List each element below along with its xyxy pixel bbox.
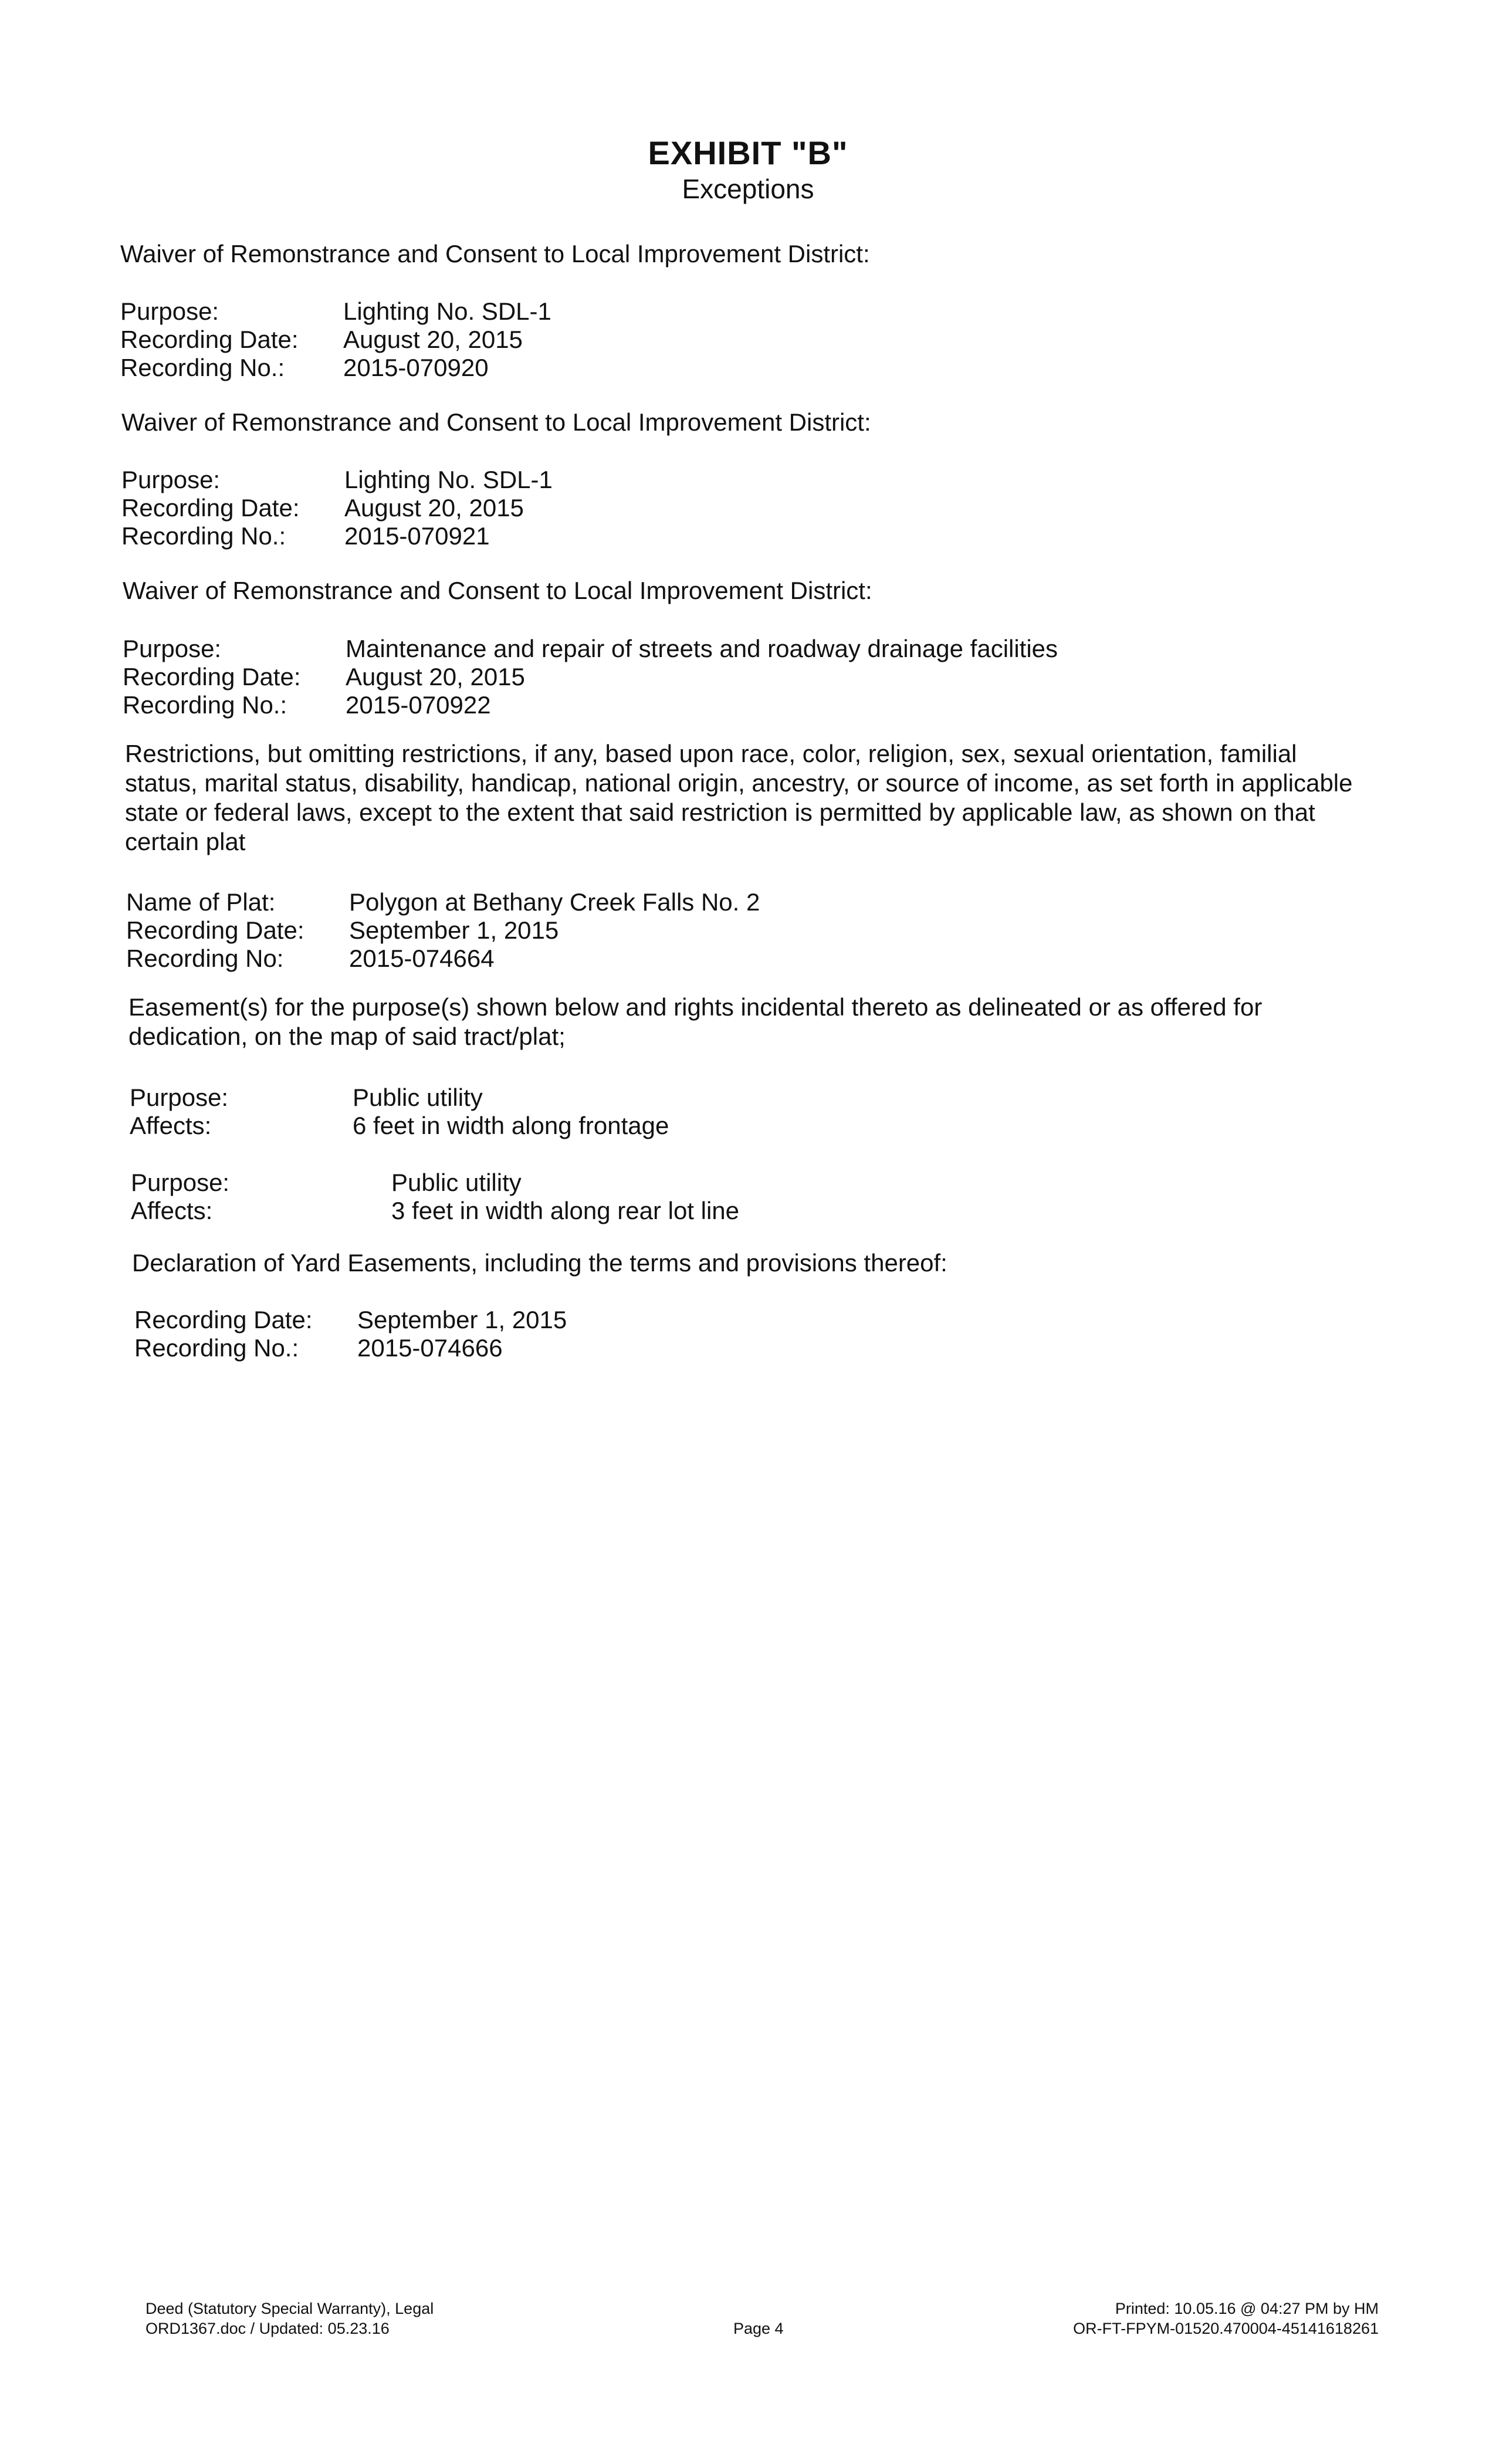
field-value: Lighting No. SDL-1 [343, 297, 551, 325]
field-value: 2015-070920 [343, 354, 489, 381]
section-4-field-recording-date [126, 916, 559, 945]
footer-order-id: OR-FT-FPYM-01520.470004-45141618261 [1073, 2320, 1379, 2337]
field-value: September 1, 2015 [349, 916, 559, 944]
field-value: Public utility [391, 1169, 522, 1196]
field-label: Affects: [131, 1197, 213, 1224]
section-3-heading: Waiver of Remonstrance and Consent to Local Improvement District: [123, 577, 872, 604]
section-2-field-purpose [121, 466, 553, 494]
footer-printed: Printed: 10.05.16 @ 04:27 PM by HM [1115, 2300, 1379, 2317]
field-label: Purpose: [130, 1084, 229, 1111]
field-label: Recording No.: [121, 522, 286, 550]
section-6-field-recording-no [134, 1334, 503, 1362]
field-value: 2015-070921 [344, 522, 490, 550]
section-2-heading: Waiver of Remonstrance and Consent to Local Improvement District: [121, 408, 871, 436]
section-6-field-recording-date [134, 1306, 567, 1334]
footer-doc-type: Deed (Statutory Special Warranty), Legal [145, 2300, 434, 2317]
section-5-field-purpose [130, 1084, 483, 1112]
section-1-field-recording-date [120, 326, 523, 354]
field-label: Purpose: [131, 1169, 230, 1196]
field-label: Purpose: [121, 466, 221, 493]
section-4-field-recording-no [126, 945, 495, 973]
footer-left [145, 2299, 434, 2338]
field-label: Recording No.: [134, 1334, 299, 1362]
section-2-field-recording-date [121, 494, 524, 522]
footer-doc-file: ORD1367.doc / Updated: 05.23.16 [145, 2320, 390, 2337]
field-value: 3 feet in width along rear lot line [391, 1197, 740, 1224]
section-3-field-recording-no [123, 691, 491, 719]
field-label: Recording No.: [120, 354, 285, 381]
section-3-field-purpose [123, 635, 1058, 663]
section-2-field-recording-no [121, 522, 490, 550]
exhibit-subtitle: Exceptions [682, 174, 814, 204]
field-value: August 20, 2015 [344, 494, 524, 522]
field-label: Recording Date: [126, 916, 304, 944]
section-4-restrictions-paragraph: Restrictions, but omitting restrictions, if any, based upon race, color, religion, sex, sexual orientation, familial status, marital status, disability, handicap, national origin, ancestry, or source of income, as set forth in applicable state or federal laws, except to the extent that said restriction is permitted by applicable law, as shown on that certain plat [125, 740, 1353, 855]
section-5-field-affects [130, 1112, 669, 1140]
section-1-field-purpose [120, 297, 551, 326]
footer-right [1050, 2299, 1379, 2338]
field-label: Recording Date: [120, 326, 299, 353]
field-label: Purpose: [120, 297, 219, 325]
section-5b-field-affects [131, 1197, 739, 1225]
field-value: Public utility [353, 1084, 483, 1111]
field-label: Recording No.: [123, 691, 287, 719]
field-value: August 20, 2015 [343, 326, 523, 353]
field-label: Recording Date: [134, 1306, 313, 1333]
field-value: Polygon at Bethany Creek Falls No. 2 [349, 888, 760, 916]
field-label: Name of Plat: [126, 888, 276, 916]
section-1-heading: Waiver of Remonstrance and Consent to Local Improvement District: [120, 240, 870, 268]
section-5-easements-paragraph: Easement(s) for the purpose(s) shown below and rights incidental thereto as delineated or as offered for dedication, on the map of said tract/plat; [128, 993, 1263, 1050]
section-1-field-recording-no [120, 354, 489, 382]
footer-page-number: Page 4 [733, 2320, 784, 2337]
field-value: 2015-074664 [349, 945, 495, 972]
field-value: 6 feet in width along frontage [353, 1112, 669, 1139]
field-value: 2015-074666 [357, 1334, 503, 1362]
section-6-heading: Declaration of Yard Easements, including the terms and provisions thereof: [132, 1249, 947, 1277]
exhibit-title: EXHIBIT "B" [648, 134, 848, 171]
section-4-field-name-of-plat [126, 888, 760, 916]
section-3-field-recording-date [123, 663, 525, 691]
field-label: Affects: [130, 1112, 212, 1139]
field-value: Lighting No. SDL-1 [344, 466, 553, 493]
field-value: 2015-070922 [346, 691, 491, 719]
field-label: Recording Date: [121, 494, 300, 522]
field-label: Recording Date: [123, 663, 301, 691]
field-value: August 20, 2015 [346, 663, 525, 691]
field-value: September 1, 2015 [357, 1306, 567, 1333]
field-label: Purpose: [123, 635, 222, 662]
field-value: Maintenance and repair of streets and roadway drainage facilities [346, 635, 1058, 662]
section-5b-field-purpose [131, 1169, 522, 1197]
field-label: Recording No: [126, 945, 284, 972]
